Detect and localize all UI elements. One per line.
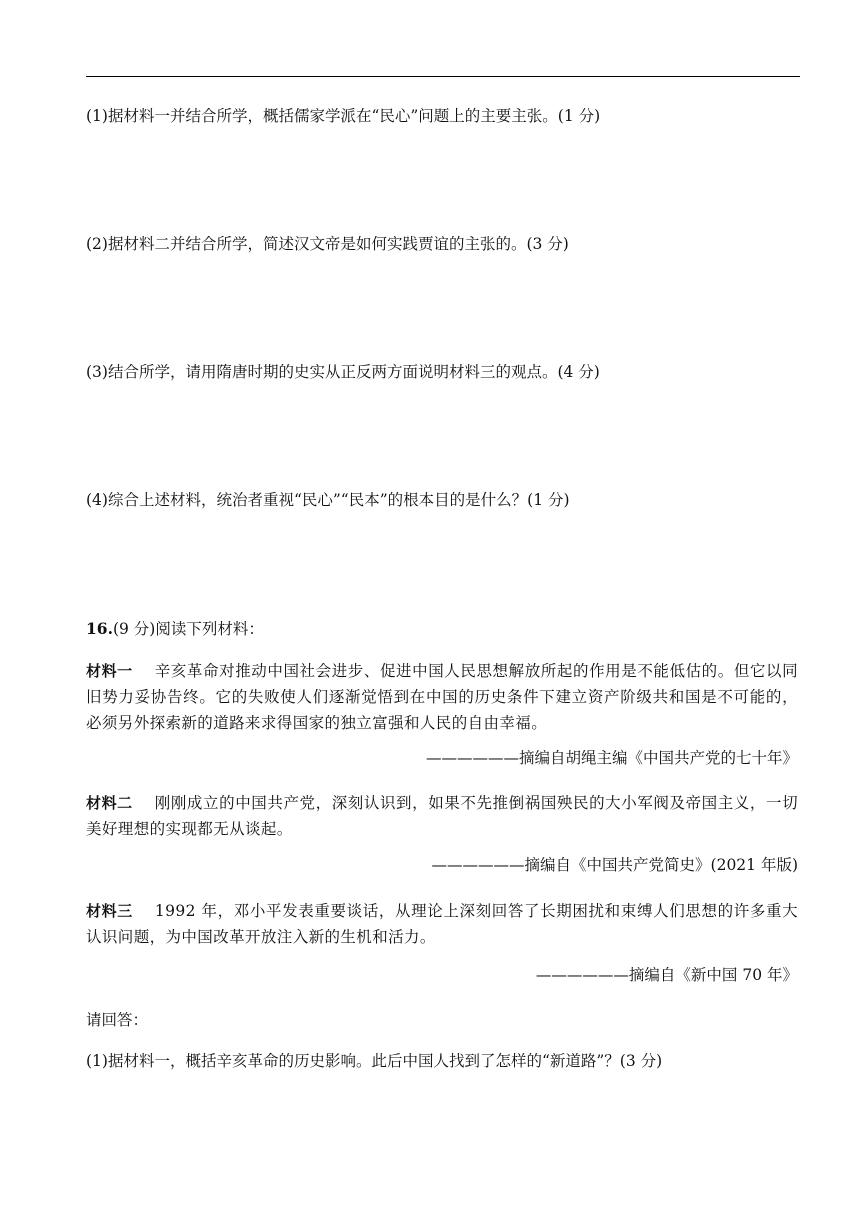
answer-prompt: 请回答： [86, 1011, 149, 1029]
material-2-label: 材料二 [86, 794, 133, 812]
material-3 [86, 898, 798, 950]
material-3-text: 1992 年，邓小平发表重要谈话，从理论上深刻回答了长期困扰和束缚人们思想的许多重大认识问题，为中国改革开放注入新的生机和活力。 [86, 902, 798, 946]
material-2-source: ——————摘编自《中国共产党简史》(2021 年版) [431, 856, 798, 874]
material-3-label: 材料三 [86, 902, 133, 920]
question-1: (1)据材料一并结合所学，概括儒家学派在“民心”问题上的主要主张。(1 分) [86, 107, 601, 125]
question-16-text: (9 分)阅读下列材料： [112, 620, 264, 638]
material-2-text: 刚刚成立的中国共产党，深刻认识到，如果不先推倒祸国殃民的大小军阀及帝国主义，一切美好理想的实现都无从谈起。 [86, 794, 798, 838]
question-2: (2)据材料二并结合所学，简述汉文帝是如何实践贾谊的主张的。(3 分) [86, 235, 569, 253]
question-4: (4)综合上述材料，统治者重视“民心”“民本”的根本目的是什么？(1 分) [86, 491, 570, 509]
question-3: (3)结合所学，请用隋唐时期的史实从正反两方面说明材料三的观点。(4 分) [86, 363, 600, 381]
question-16-heading [86, 617, 800, 641]
question-16-sub-1: (1)据材料一，概括辛亥革命的历史影响。此后中国人找到了怎样的“新道路”？(3 分) [86, 1052, 663, 1070]
material-1-label: 材料一 [86, 662, 133, 680]
material-1 [86, 658, 798, 736]
material-1-source: ——————摘编自胡绳主编《中国共产党的七十年》 [425, 749, 798, 767]
question-number: 16. [86, 619, 113, 638]
material-1-text: 辛亥革命对推动中国社会进步、促进中国人民思想解放所起的作用是不能低估的。但它以同旧势力妥协告终。它的失败使人们逐渐觉悟到在中国的历史条件下建立资产阶级共和国是不可能的，必须另外探索新的道路来求得国家的独立富强和人民的自由幸福。 [86, 662, 798, 732]
material-2 [86, 790, 798, 842]
material-3-source: ——————摘编自《新中国 70 年》 [535, 966, 798, 984]
top-rule [86, 76, 800, 77]
